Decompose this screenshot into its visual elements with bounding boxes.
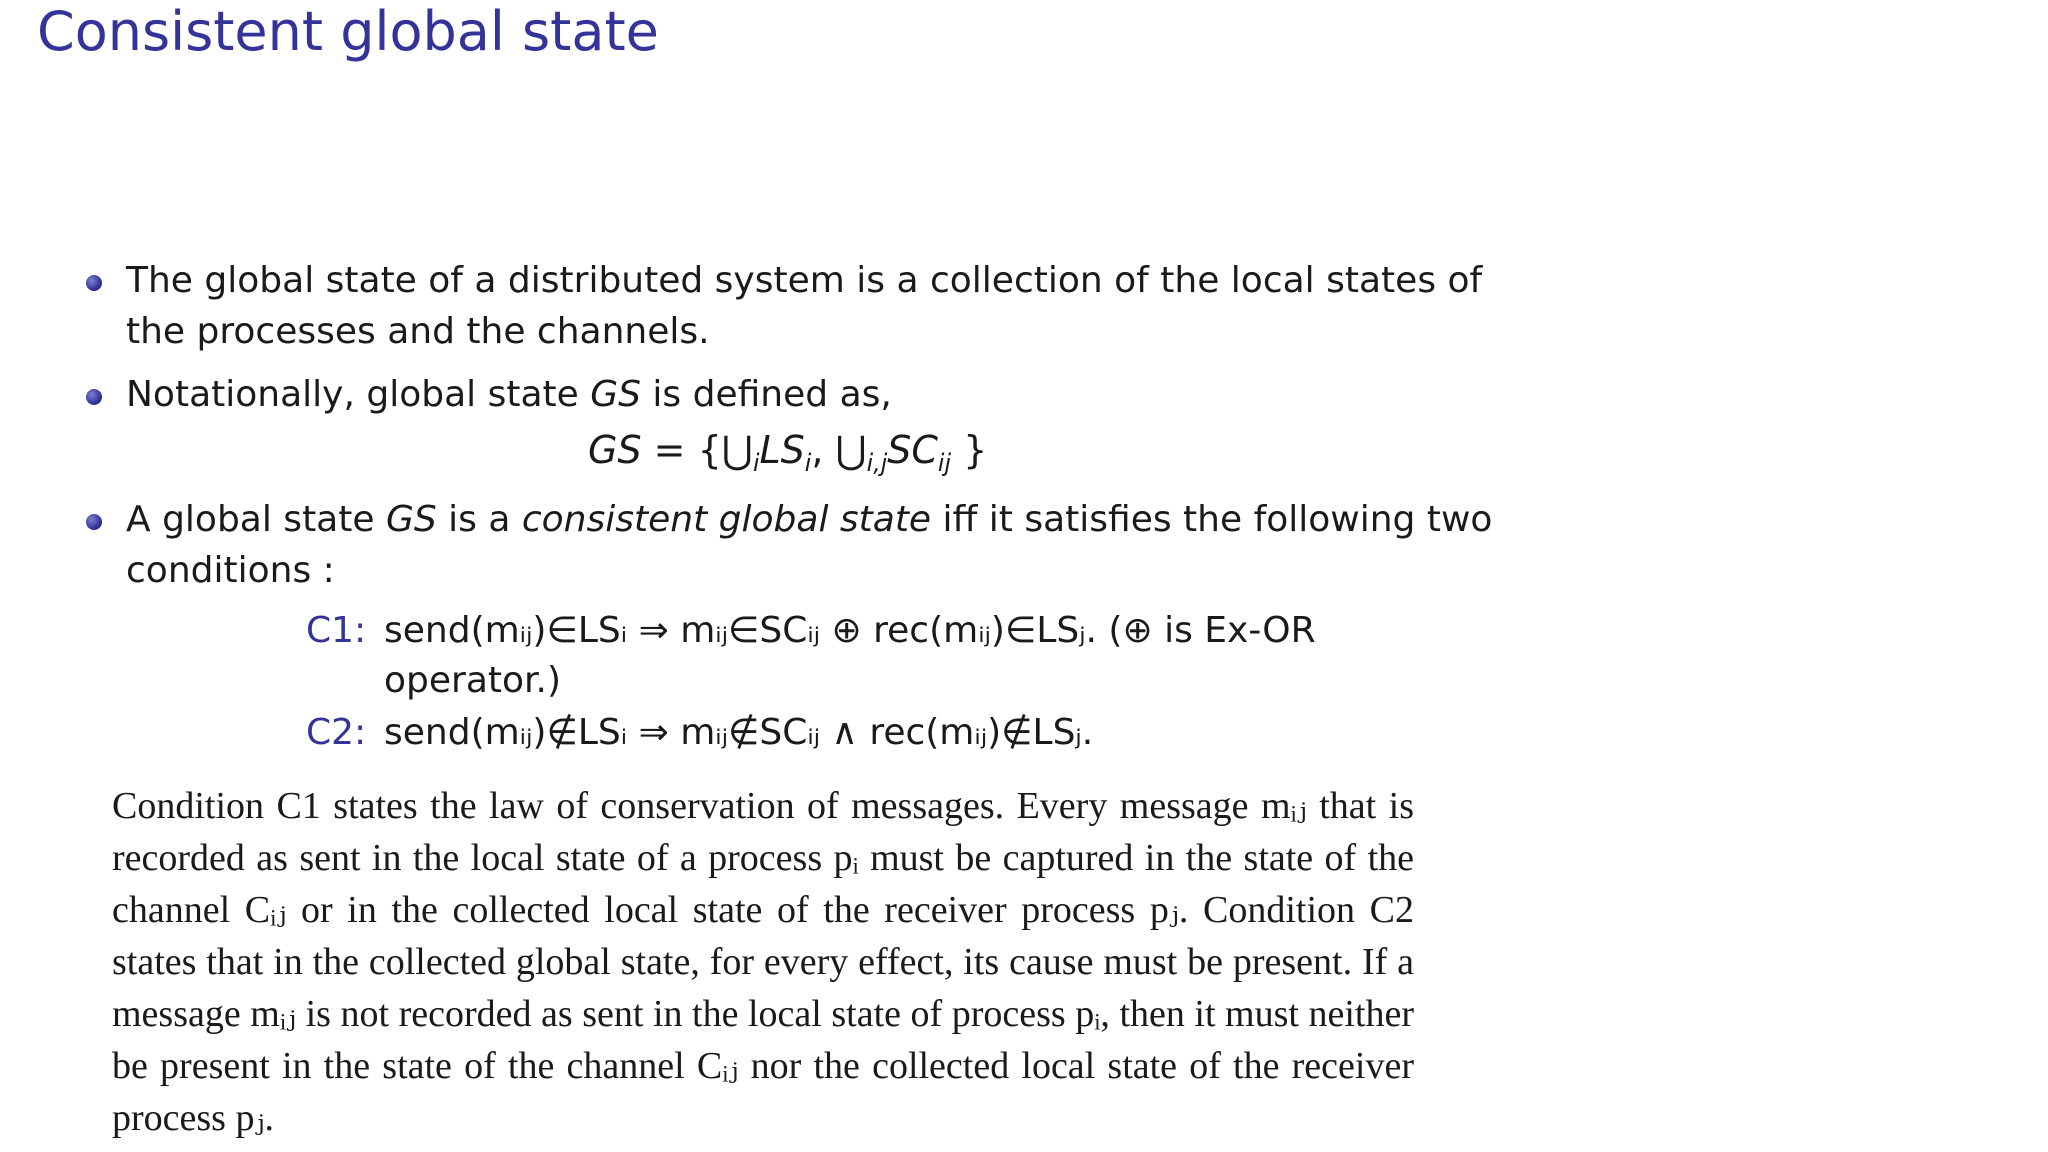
condition-c2	[306, 708, 1093, 758]
bullet-dot-icon	[86, 275, 102, 291]
condition-text: send(mᵢⱼ)∈LSᵢ ⇒ mᵢⱼ∈SCᵢⱼ ⊕ rec(mᵢⱼ)∈LSⱼ. (⊕ is Ex-OR	[384, 610, 1316, 651]
bullet-item-3	[80, 494, 1500, 596]
bullet-text-suffix: is defined as,	[640, 374, 892, 415]
bullet-item-2	[80, 369, 1500, 420]
global-state-formula: GS = {$⋃_iLS_i$, $⋃_{i,j}SC_{ij}$ }	[588, 428, 988, 478]
gs-symbol: GS	[385, 499, 437, 540]
condition-label: C2:	[306, 712, 367, 753]
bullet-list-2	[80, 494, 1500, 596]
bullet-text-mid: is a	[436, 499, 522, 540]
condition-c1	[306, 606, 1316, 656]
bullet-dot-icon	[86, 514, 102, 530]
bullet-text-prefix: Notationally, global state	[126, 374, 591, 415]
bullet-list	[80, 255, 1500, 420]
explanation-paragraph: Condition C1 states the law of conservation of messages. Every message mᵢⱼ that is recorded as sent in the local state of a process pᵢ must be captured in the state of the channel Cᵢⱼ or in the collected local state of the receiver process pⱼ. Condition C2 states that in the collected global state, for every effect, its cause must be present. If a message mᵢⱼ is not recorded as sent in the local state of process pᵢ, then it must neither be present in the state of the channel Cᵢⱼ nor the collected local state of the receiver process pⱼ.	[112, 785, 1414, 1139]
slide-title: Consistent global state	[37, 0, 659, 63]
bullet-item-1	[80, 255, 1500, 357]
emphasis-term: consistent global state	[521, 499, 932, 540]
condition-c1-continuation: operator.)	[384, 660, 562, 701]
bullet-text-suffix: iff it satisfies the following two conditions :	[126, 499, 1493, 591]
bullet-text-prefix: A global state	[126, 499, 386, 540]
condition-text: send(mᵢⱼ)∉LSᵢ ⇒ mᵢⱼ∉SCᵢⱼ ∧ rec(mᵢⱼ)∉LSⱼ.	[384, 712, 1094, 753]
bullet-dot-icon	[86, 389, 102, 405]
condition-label: C1:	[306, 610, 367, 651]
gs-symbol: GS	[590, 374, 641, 415]
bullet-text: The global state of a distributed system is a collection of the local states of the processes and the channels.	[126, 260, 1483, 352]
